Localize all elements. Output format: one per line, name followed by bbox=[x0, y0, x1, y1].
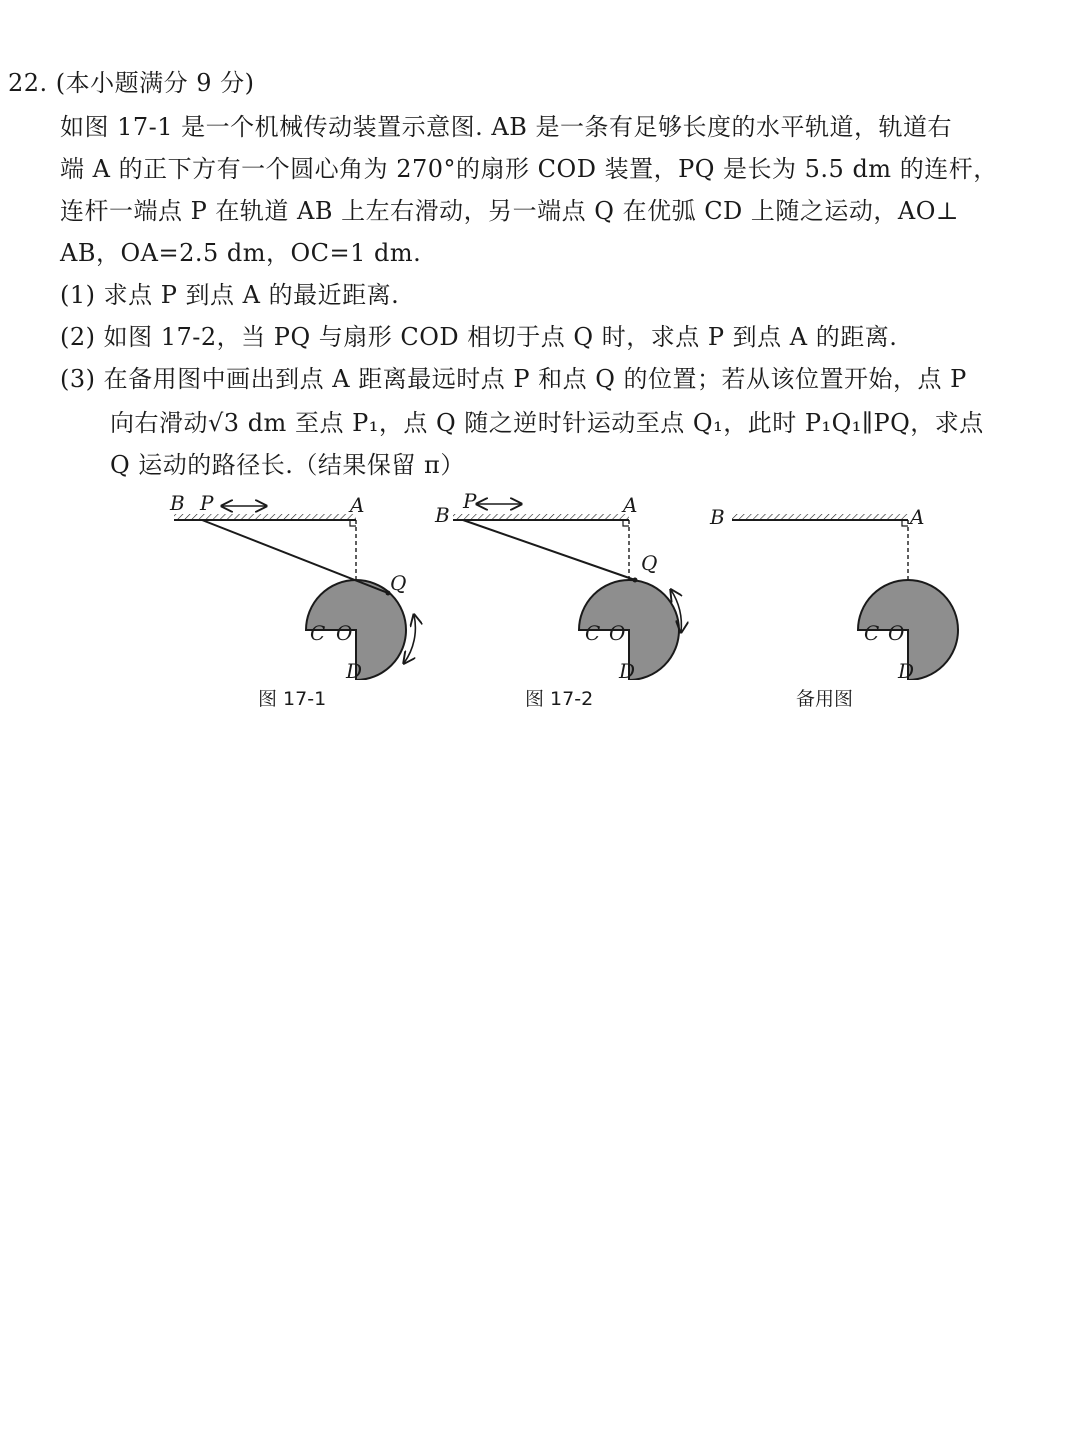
stem-line-1: 如图 17-1 是一个机械传动装置示意图. AB 是一条有足够长度的水平轨道，轨道右 bbox=[60, 113, 953, 141]
linkage-pq bbox=[202, 520, 388, 593]
label-c: C bbox=[585, 621, 601, 645]
figure-caption: 图 17-2 bbox=[525, 688, 594, 710]
figure-17-1-diagram bbox=[160, 480, 440, 680]
label-c: C bbox=[310, 621, 326, 645]
label-o: O bbox=[336, 621, 353, 645]
stem-line-4: AB，OA=2.5 dm，OC=1 dm. bbox=[60, 239, 422, 267]
figure-17-1 bbox=[160, 480, 440, 720]
label-b: B bbox=[435, 503, 450, 527]
point-q bbox=[633, 578, 638, 583]
label-o: O bbox=[609, 621, 626, 645]
figure-spare bbox=[700, 480, 980, 720]
label-d: D bbox=[346, 659, 363, 680]
label-p: P bbox=[463, 489, 477, 513]
label-q: Q bbox=[390, 571, 407, 595]
label-q: Q bbox=[641, 551, 658, 575]
label-o: O bbox=[888, 621, 905, 645]
question-2: (2) 如图 17-2，当 PQ 与扇形 COD 相切于点 Q 时，求点 P 到点 A 的距离. bbox=[60, 323, 898, 351]
label-p: P bbox=[200, 491, 214, 515]
figure-caption: 备用图 bbox=[796, 688, 854, 710]
question-3-line-2: 向右滑动√3 dm 至点 P₁，点 Q 随之逆时针运动至点 Q₁，此时 P₁Q₁∥PQ，求点 bbox=[110, 409, 984, 437]
figure-17-2-diagram bbox=[425, 480, 705, 680]
question-1: (1) 求点 P 到点 A 的最近距离. bbox=[60, 281, 400, 309]
figure-17-2 bbox=[425, 480, 705, 720]
figure-spare-diagram bbox=[700, 480, 980, 680]
label-c: C bbox=[864, 621, 880, 645]
label-b: B bbox=[710, 505, 725, 529]
question-3-line-1: (3) 在备用图中画出到点 A 距离最远时点 P 和点 Q 的位置；若从该位置开始，点 P bbox=[60, 365, 967, 393]
problem-header: 22. (本小题满分 9 分) bbox=[8, 69, 255, 97]
question-3-line-3: Q 运动的路径长.（结果保留 π） bbox=[110, 451, 465, 479]
label-d: D bbox=[898, 659, 915, 680]
figure-caption: 图 17-1 bbox=[258, 688, 327, 710]
linkage-pq bbox=[463, 520, 635, 580]
stem-line-3: 连杆一端点 P 在轨道 AB 上左右滑动，另一端点 Q 在优弧 CD 上随之运动，AO⊥ bbox=[60, 197, 960, 225]
figures-row bbox=[0, 480, 1080, 720]
stem-line-2: 端 A 的正下方有一个圆心角为 270°的扇形 COD 装置，PQ 是长为 5.5 dm 的连杆， bbox=[60, 155, 998, 183]
label-a: A bbox=[350, 493, 365, 517]
label-a: A bbox=[623, 493, 638, 517]
label-a: A bbox=[910, 505, 925, 529]
label-b: B bbox=[170, 491, 185, 515]
label-d: D bbox=[619, 659, 636, 680]
